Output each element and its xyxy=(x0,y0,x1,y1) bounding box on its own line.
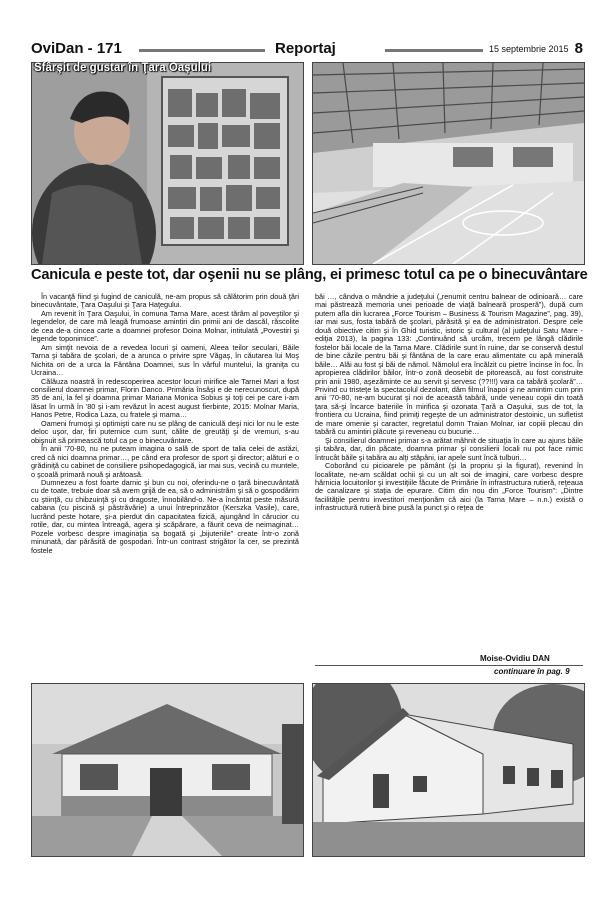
article-column-1 xyxy=(31,293,299,555)
continuation-link[interactable]: continuare în pag. 9 xyxy=(494,667,570,676)
photo-caption: Sfârşit de gustar în Ţara Oaşului xyxy=(34,62,212,74)
paragraph: Am simţit nevoia de a revedea locuri şi oameni, Aleea teilor seculari, Băile Tarna şi tabăra de şcolari, de a arunca o privire spre Văgaş, în căutarea lui Moş Nichita ori de a urca la Fântâna Doamnei, sus în vârful muntelui, la graniţa cu Ucraina… xyxy=(31,342,299,378)
photo-exhibition-board xyxy=(31,62,304,265)
header-rule-right xyxy=(385,49,483,52)
paragraph: Oameni frumoşi şi optimişti care nu se plâng de caniculă deşi nici lor nu le este deloc uşor, dar, firi puternice cum sunt, călite de greutăţi şi de vremuri, s-au obişnuit să primească totul ca pe o binecuvântare. xyxy=(31,418,299,445)
issue-date: 15 septembrie 2015 xyxy=(489,44,569,54)
article-column-2 xyxy=(315,293,583,513)
page-number: 8 xyxy=(574,40,583,57)
author-name: Moise-Ovidiu DAN xyxy=(480,654,550,663)
section-title: Reportaj xyxy=(275,40,336,57)
paragraph: Coborând cu picioarele pe pământ (şi la propriu şi la figurat), revenind în localitate, ne-am scăldat ochii şi cu un alt soi de imagini, care vorbesc despre hărnicia locuitorilor şi investiţiile făcute de Primărie în infrastructura rutieră, reţeaua de canalizare şi staţia de epurare. Citim din nou din „Force Tourism”: „Dintre facilităţile pentru investitori menţionăm că aici (la Tarna Mare – n.n.) există o infrastructură rutieră bine pusă la punct şi o reţea de xyxy=(315,461,583,513)
issue-number: OviDan - 171 xyxy=(31,40,122,57)
page-header xyxy=(31,40,583,60)
photo-sports-hall xyxy=(312,62,585,265)
paragraph: Am revenit în Ţara Oaşului, în comuna Tarna Mare, acest tărâm al poveştilor şi legendelor, de care mă leagă frumoase amintiri din primii ani de dascăl, răscolite de cea de-a cincea carte a doamnei profesor Doina Molnar, intitulată „Povestiri şi legende toponimice”. xyxy=(31,308,299,344)
paragraph: În vacanţă fiind şi fugind de caniculă, ne-am propus să călătorim prin două ţări binecuvântate, Ţara Oaşului şi Ţara Haţegului. xyxy=(31,292,299,310)
paragraph: Şi consilierul doamnei primar s-a arătat mâhnit de situaţia în care au ajuns băile şi tabăra, dar, din păcate, doamna primar şi consilierii locali nu pot face nimic întrucât băile şi tabăra au alţi stăpâni, iar apele sunt încă tulburi… xyxy=(315,435,583,462)
photo-camp-building xyxy=(312,683,585,857)
paragraph: Călăuza noastră în redescoperirea acestor locuri mirifice ale Tarnei Mari a fost consilierul doamnei primar, Florin Danco. Primăria însăşi e de nerecunoscut, după 35 de ani, la fel şi doamna primar Mariana Monica Sobius şi toţi cei pe care i-am lăsat în urmă în ’80 şi i-am revăzut în acest august fierbinte, 2015: Molnar Maria, Hanos Petre, Rodica Laza, cu fratele şi mama… xyxy=(31,376,299,420)
header-rule-left xyxy=(139,49,265,52)
paragraph: Dumnezeu a fost foarte darnic şi bun cu noi, oferindu-ne o ţară binecuvântată cu de toate, trebuie doar să avem grijă de ea, să o administrăm şi să o gospodărim cu ştiinţă, cu chibzuinţă şi cu dragoste, înnobilând-o. Ne-a încântat peste măsură cabana (cu piscină şi păstrăvărie) a unui întreprinzător (Kerszka Vasile), care, lucrând peste hotare, şi-a pierdut din capacitatea fizică, ajungând în cărucior cu rotile, dar, cu mintea întreagă, agera şi scăpărare, a făurit ceva de neimaginat… Pozele vorbesc despre imaginaţia sa bogată şi „bijuteriile” create într-o zonă minunată, dar părăsită de gospodari. Într-un contrast strigător la cer, se prezintă fostele xyxy=(31,477,299,555)
photo-kindergarten-building xyxy=(31,683,304,857)
headline: Canicula e peste tot, dar oşenii nu se plâng, ei primesc totul ca pe o binecuvântare xyxy=(31,267,588,283)
continuation-rule xyxy=(315,665,583,666)
paragraph: În anii ’70-80, nu ne puteam imagina o sală de sport de talia celei de astăzi, cred că nici doamna primar…, pe când era profesor de sport şi director; alături e o grădiniţă cu cabinet de consiliere psihopedagogică, iar mai sus, vecină cu muntele, o şcoală primară nouă şi arătoasă. xyxy=(31,444,299,479)
paragraph: băi …, cândva o mândrie a judeţului („renumit centru balnear de odinioară… care mai păstrează memoria unei perioade de viaţă balneară prosperă”), după cum putem afla din lucrarea „Force Tourism – Business & Tourism Magazine”, pag. 39), iar mai sus, fosta tabără de şcolari, părăsită şi ea de administratori. Despre cele două obiective citim şi în Ghid turistic, istoric şi cultural (al judeţului Satu Mare - ediţia 2013), la pagina 133: „Continuând să urcăm, trecem pe lângă clădirile fostelor băi locale de la Tarna Mare. Clădirile sunt în ruine, dar se conservă destul de bine căzile pentru băi şi fântâna de la care erau alimentate cu apă minerală băile… Alăi au fost şi băi de nămol. Nămolul era încălzit cu pietre încinse în foc. În apropierea clădirilor băilor, într-o zonă deosebit de pitorească, au fost construite prin anii 1980, aşezăminte ce au servit şi servesc (??!!!) vara ca tabără şcolară”… Privind cu tristeţe la spectacolul dezolant, dăm filmul înapoi şi ne amintim cum prin anii ’70-80, ne-am bucurat şi noi de această tabără, unde veneau copii din toată ţara să-şi încarce bateriile în mirifica şi ozonata Ţară a Oaşului, sus de tot, la frontiera cu Ucraina, fiind primiţi regeşte de un administrator destoinic, un sufletist de mare omenie şi caracter, regretatul domn Traian Molnar, iar copiii plecau din tabără cu amintiri plăcute şi reveneau cu bucurie… xyxy=(315,292,583,437)
